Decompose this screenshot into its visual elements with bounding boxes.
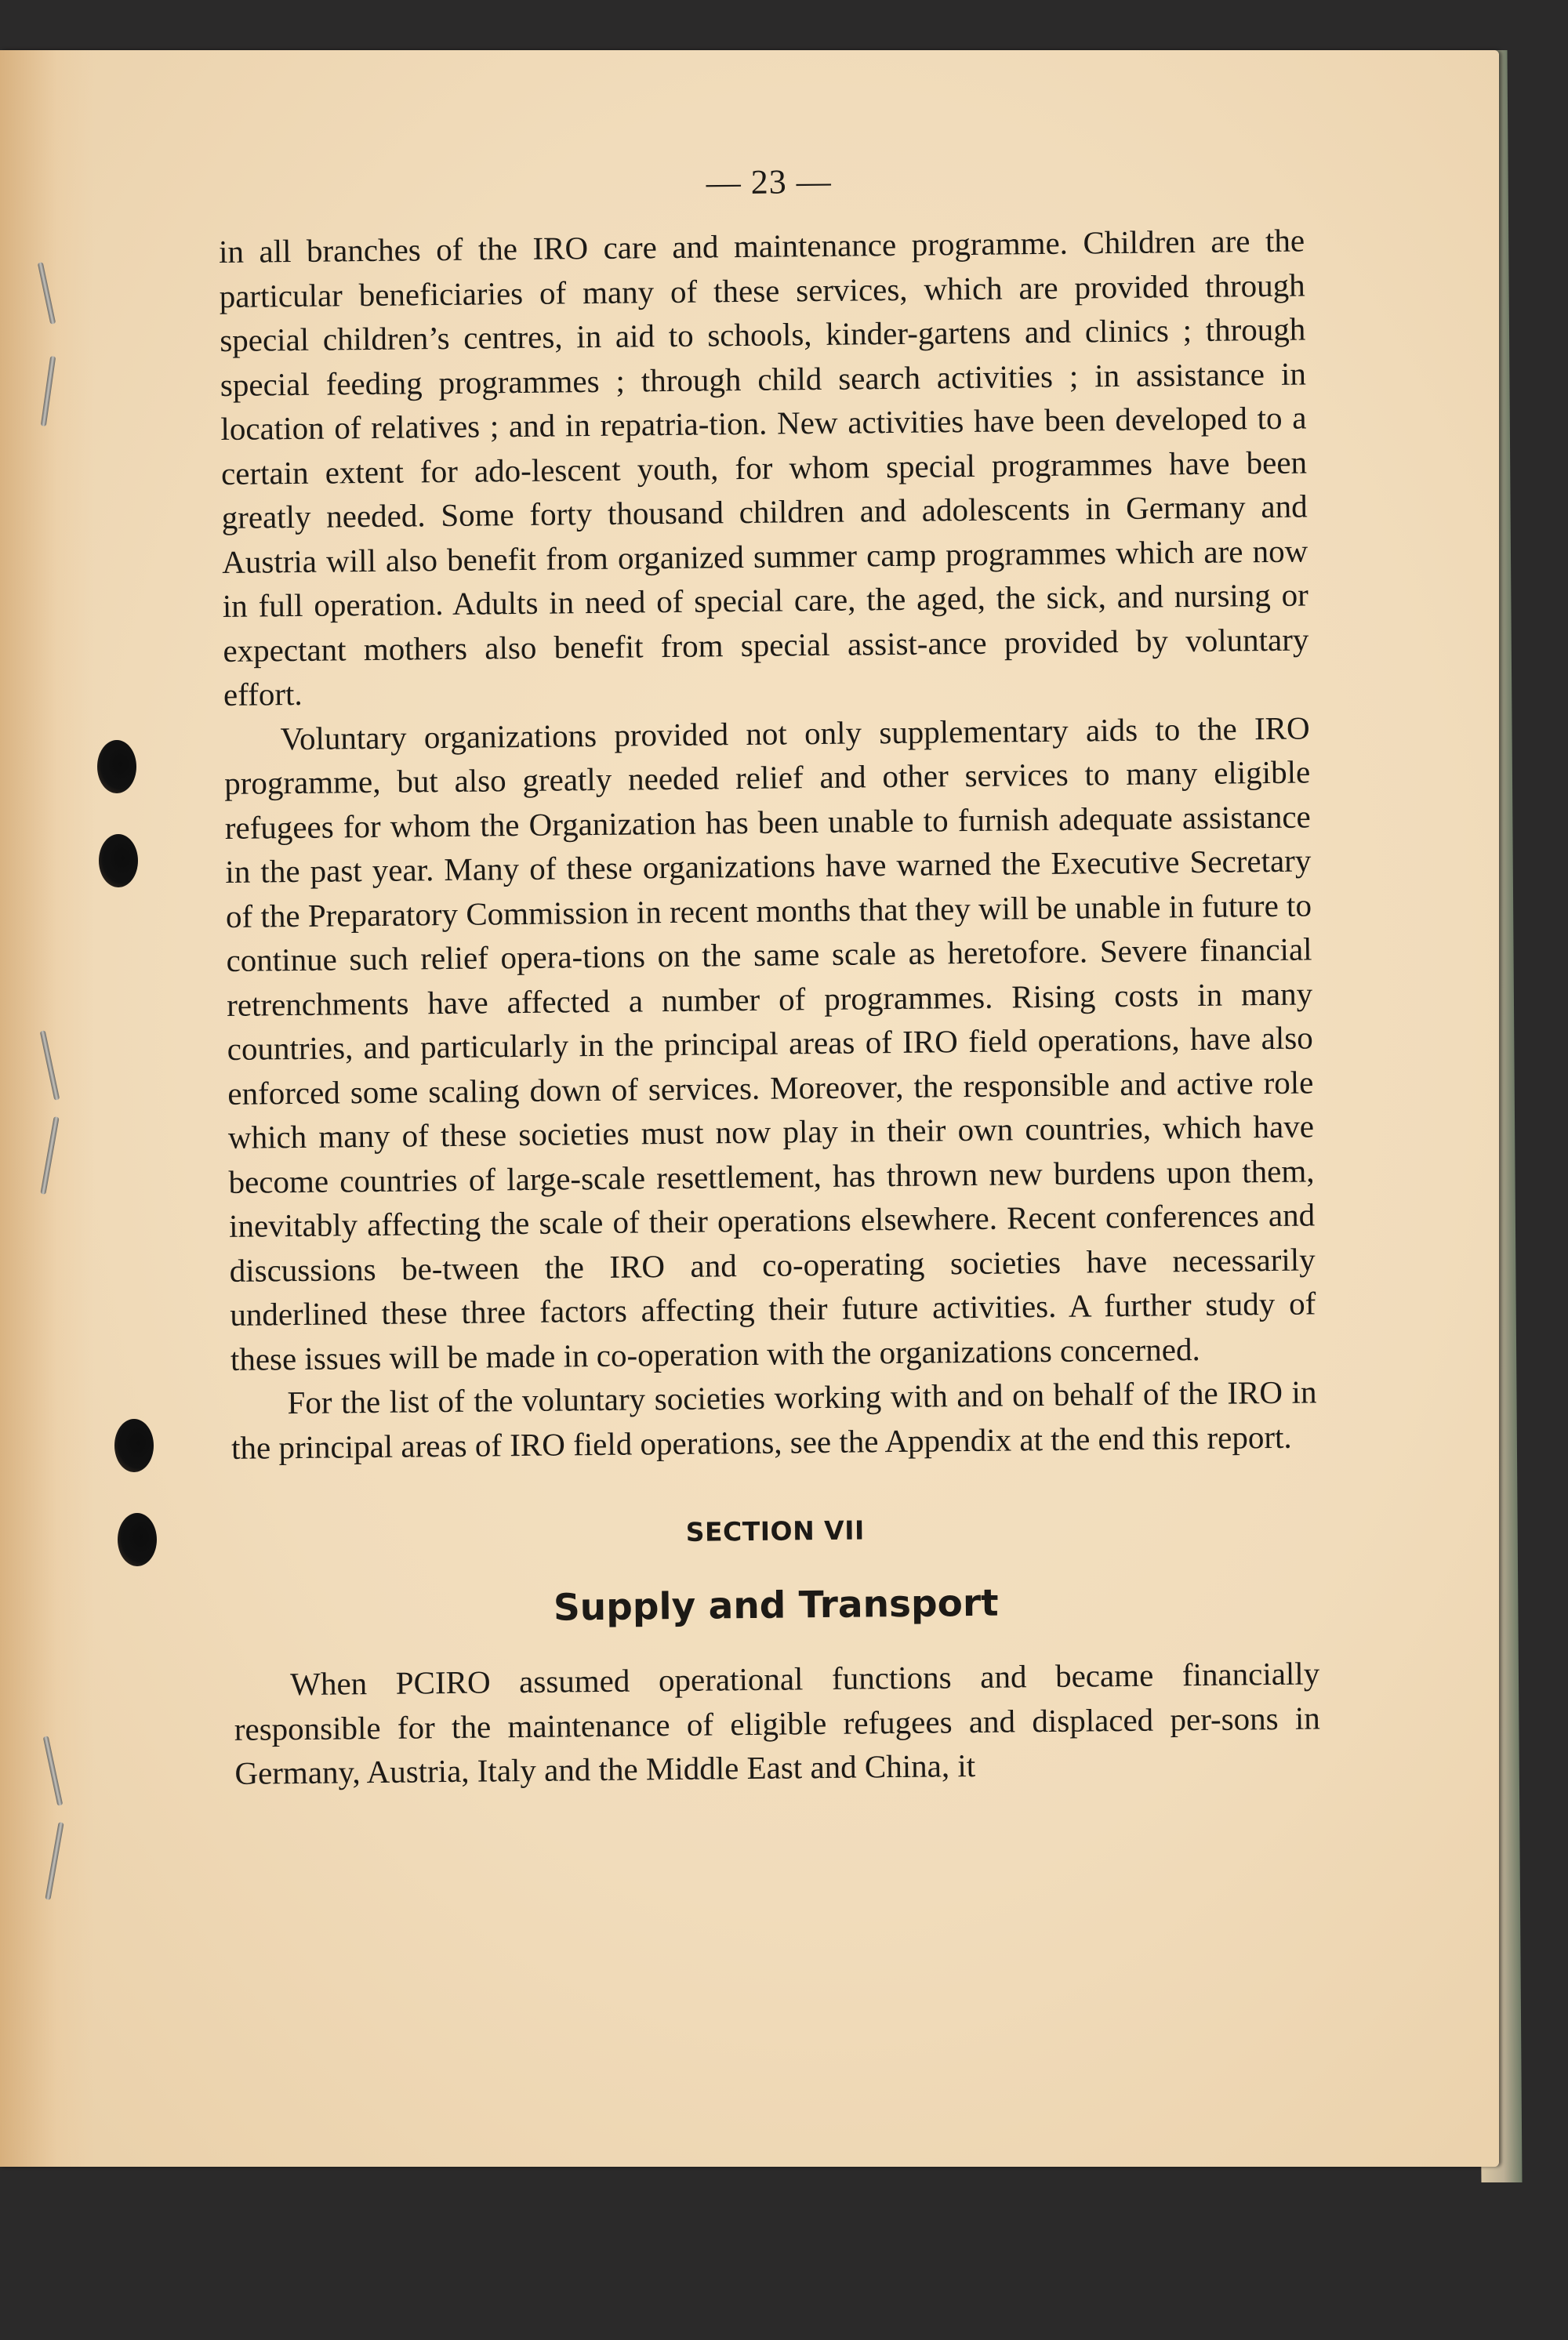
paragraph: When PCIRO assumed operational functions and became financially responsible for the maintenance of eligible refugees and displaced per-sons in Germany, Austria, Italy and the Middle East and China, it [234, 1655, 1321, 1791]
paragraph: Voluntary organizations provided not only supplementary aids to the IRO programme, but also greatly needed relief and other services to many eligible refugees for whom the Organization has been unable to furnish adequate assistance in the past year. Many of these organizations have warned the Executive Secretary of the Preparatory Commission in recent months that they will be unable in future to continue such relief opera-tions on the same scale as heretofore. Severe financial retrenchments have affected a number of programmes. Rising costs in many countries, and particularly in the principal areas of IRO field operations, have also enforced some scaling down of services. Moreover, the responsible and active role which many of these societies must now play in their own countries, which have become countries of large-scale resettlement, has thrown new burdens upon them, inevitably affecting the scale of their operations elsewhere. Recent conferences and discussions be-tween the IRO and co-operating societies have necessarily underlined these three factors affecting their future activities. A further study of these issues will be made in co-operation with the organizations concerned. [223, 709, 1316, 1377]
punch-hole [97, 740, 136, 793]
page-text-block [218, 156, 1321, 1795]
paragraph: in all branches of the IRO care and maintenance programme. Children are the particular beneficiaries of many of these services, which are provided through special children’s centres, in aid to schools, kinder-gartens and clinics ; through special feeding programmes ; through child search activities ; in assistance in location of relatives ; and in repatria-tion. New activities have been developed to a certain extent for ado-lescent youth, for whom special programmes have been greatly needed. Some forty thousand children and adolescents in Germany and Austria will also benefit from organized summer camp programmes which are now in full operation. Adults in need of special care, the aged, the sick, and nursing or expectant mothers also benefit from special assist-ance provided by voluntary effort. [218, 222, 1309, 713]
page-number: — 23 — [706, 161, 832, 202]
paragraph: For the list of the voluntary societies working with and on behalf of the IRO in the principal areas of IRO field operations, see the Appendix at the end this report. [230, 1373, 1317, 1466]
document-page [0, 50, 1499, 2167]
section-label: SECTION VII [685, 1515, 865, 1547]
binding-gutter-shadow [0, 50, 94, 2167]
punch-hole [99, 834, 138, 887]
punch-hole [114, 1419, 154, 1472]
section-title: Supply and Transport [553, 1581, 999, 1630]
punch-hole [118, 1513, 157, 1566]
